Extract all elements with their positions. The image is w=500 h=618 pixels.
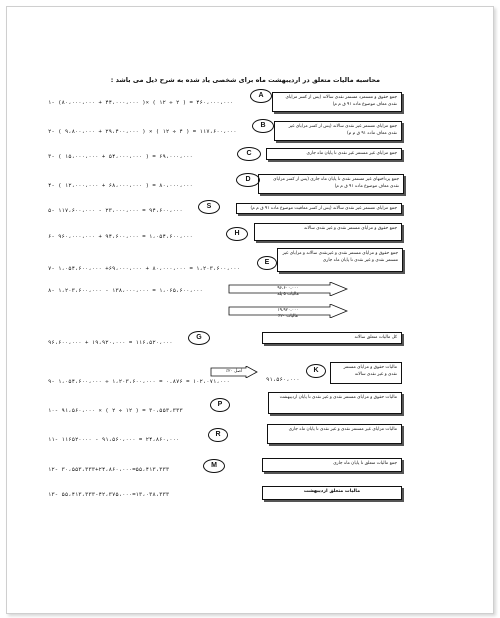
desc-box-M: جمع مالیات متعلق تا پایان ماه جاری bbox=[262, 458, 402, 472]
equation-8: ۸- ۱،۲۰۳،۶۰۰،۰۰۰ - ۱۳۸،۰۰۰،۰۰۰ = ۱،۰۶۵،۶۰۰،۰۰۰ bbox=[48, 288, 203, 294]
equation-10: ۱۰- ۹۱،۵۶۰،۰۰۰ × ( ۲ ÷ ۱۲ ) = ۳۰،۵۵۳،۳۳۳ bbox=[48, 408, 183, 414]
equation-5: ۵- ۱۱۷،۶۰۰،۰۰۰ - ۲۳،۰۰۰،۰۰۰ = ۹۴،۶۰۰،۰۰۰ bbox=[48, 208, 183, 214]
equation-12: ۱۲- ۳۰،۵۵۳،۳۳۳+۲۴،۸۶۰،۰۰۰=۵۵،۴۱۳،۳۳۳ bbox=[48, 467, 170, 473]
label-G: G bbox=[188, 331, 210, 345]
equation-11: ۱۱- ۱۱۶۵۲۰۰۰۰ - ۹۱،۵۶۰،۰۰۰ = ۲۴،۸۶۰،۰۰۰ bbox=[48, 437, 180, 443]
desc-box-P: مالیات حقوق و مزایای مستمر نقدی و غیر نقدی تا پایان اردیبهشت bbox=[268, 392, 402, 414]
equation-total: ۹۶،۶۰۰،۰۰۰ + ۱۹،۹۲۰،۰۰۰ = ۱۱۶،۵۲۰،۰۰۰ bbox=[48, 340, 173, 346]
equation-13: ۱۳- ۵۵،۴۱۳،۳۳۳-۴۲،۳۷۵،۰۰۰=۱۳،۰۳۸،۳۳۳ bbox=[48, 492, 170, 498]
label-R: R bbox=[208, 428, 228, 442]
desc-box-K: مالیات حقوق و مزایای مستمر نقدی و غیر نقدی سالانه bbox=[330, 362, 402, 384]
desc-box-H: جمع حقوق و مزایای مستمر نقدی و غیر نقدی سالانه bbox=[254, 223, 402, 241]
arrow-tax-brackets bbox=[228, 282, 348, 296]
arrow-value-3: ۹۱،۵۶۰،۰۰۰ bbox=[266, 377, 300, 383]
desc-box-R: مالیات مزایای غیر مستمر نقدی و غیر نقدی تا پایان ماه جاری bbox=[267, 424, 402, 444]
label-C: C bbox=[237, 147, 261, 161]
label-E: E bbox=[257, 256, 277, 270]
label-A: A bbox=[250, 89, 272, 103]
equation-1: ۱- (۸۰،۰۰۰،۰۰۰ + ۴۴،۰۰۰،۰۰۰ )× ( ۱۲ ÷ ۲ ) = ۴۶۰،۰۰۰،۰۰۰ bbox=[48, 100, 234, 106]
equation-4: ۴- ( ۱۲،۰۰۰،۰۰۰ + ۶۸،۰۰۰،۰۰۰ ) = ۸۰،۰۰۰،۰۰۰ bbox=[48, 183, 193, 189]
desc-box-A: جمع حقوق و مستمزد مستمر نقدی سالانه (پس از کسر مزایای نقدی معاف موضوع ماده ۹۱ ق م م) bbox=[272, 92, 402, 112]
arrow-note-2: مالیات ۲۰٪ bbox=[278, 314, 298, 319]
page-title: محاسبه مالیات متعلق در اردیبهشت ماه برای شخصی یاد شده به شرح ذیل می باشد : bbox=[110, 76, 380, 84]
arrow-label-3: اصل ۲۰٪ bbox=[225, 369, 243, 374]
desc-box-C: جمع مزایای غیر مستمر غیر نقدی تا پایان ماه جاری bbox=[266, 148, 402, 160]
desc-box-B: جمع مزایای مستمر غیر نقدی سالانه (پس از کسر مزایای غیر نقدی معاف ماده ۹۱ ق م م) bbox=[274, 121, 402, 141]
desc-box-G: کل مالیات متعلق سالانه bbox=[262, 332, 402, 344]
label-D: D bbox=[236, 173, 260, 187]
equation-7: ۷- ۱،۰۵۴،۶۰۰،۰۰۰ +۶۹،۰۰۰،۰۰۰ + ۸۰،۰۰۰،۰۰۰ = ۱،۲۰۳،۶۰۰،۰۰۰ bbox=[48, 266, 240, 272]
arrow-note-1: مالیات ۵ پله bbox=[277, 292, 299, 297]
equation-3: ۳- ( ۱۵،۰۰۰،۰۰۰ + ۵۴،۰۰۰،۰۰۰ ) = ۶۹،۰۰۰،۰۰۰ bbox=[48, 154, 193, 160]
equation-6: ۶- ۹۶۰،۰۰۰،۰۰۰ + ۹۴،۶۰۰،۰۰۰ = ۱،۰۵۴،۶۰۰،۰۰۰ bbox=[48, 234, 193, 240]
desc-box-E: جمع حقوق و مزایای مستمر نقدی و غیرنقدی سالانه و مزایای غیر مستمر نقدی و غیر نقدی تا پایان ماه جاری bbox=[277, 248, 403, 272]
label-K: K bbox=[306, 364, 326, 378]
desc-box-final: مالیات متعلق اردیبهشت bbox=[262, 486, 402, 500]
arrow-value-2: ۱۹،۹۲۰،۰۰۰ bbox=[277, 308, 299, 313]
desc-box-S: جمع مزایای مستمر غیر نقدی سالانه (پس از کسر معافیت موضوع ماده ۹۱ ق م م) bbox=[236, 203, 402, 214]
label-B: B bbox=[252, 119, 274, 133]
equation-9: ۹- ۱،۰۵۴،۶۰۰،۰۰۰ ÷ ۱،۲۰۳،۶۰۰،۰۰۰ = ۰.۸۷۶ = ۱۰۲،۰۷۱،۰۰۰ bbox=[48, 379, 230, 385]
label-P: P bbox=[210, 398, 230, 412]
label-M: M bbox=[203, 459, 225, 473]
arrow-principal-20 bbox=[210, 366, 258, 378]
label-H: H bbox=[226, 227, 248, 241]
label-S: S bbox=[198, 200, 220, 214]
equation-2: ۲- ( ۹،۸۰۰،۰۰۰ + ۲۹،۴۰۰،۰۰۰ ) × ( ۱۲ ÷ ۴ ) = ۱۱۷،۶۰۰،۰۰۰ bbox=[48, 129, 237, 135]
arrow-tax-20 bbox=[228, 304, 348, 318]
desc-box-D: جمع پرداختهای غیر مستمر نقدی تا پایان ماه جاری (پس از کسر مزایای نقدی معاف موضوع ماده ۹۱ ق م م) bbox=[258, 174, 404, 194]
arrow-value-1: ۹۶،۶۰۰،۰۰۰ bbox=[277, 286, 299, 291]
